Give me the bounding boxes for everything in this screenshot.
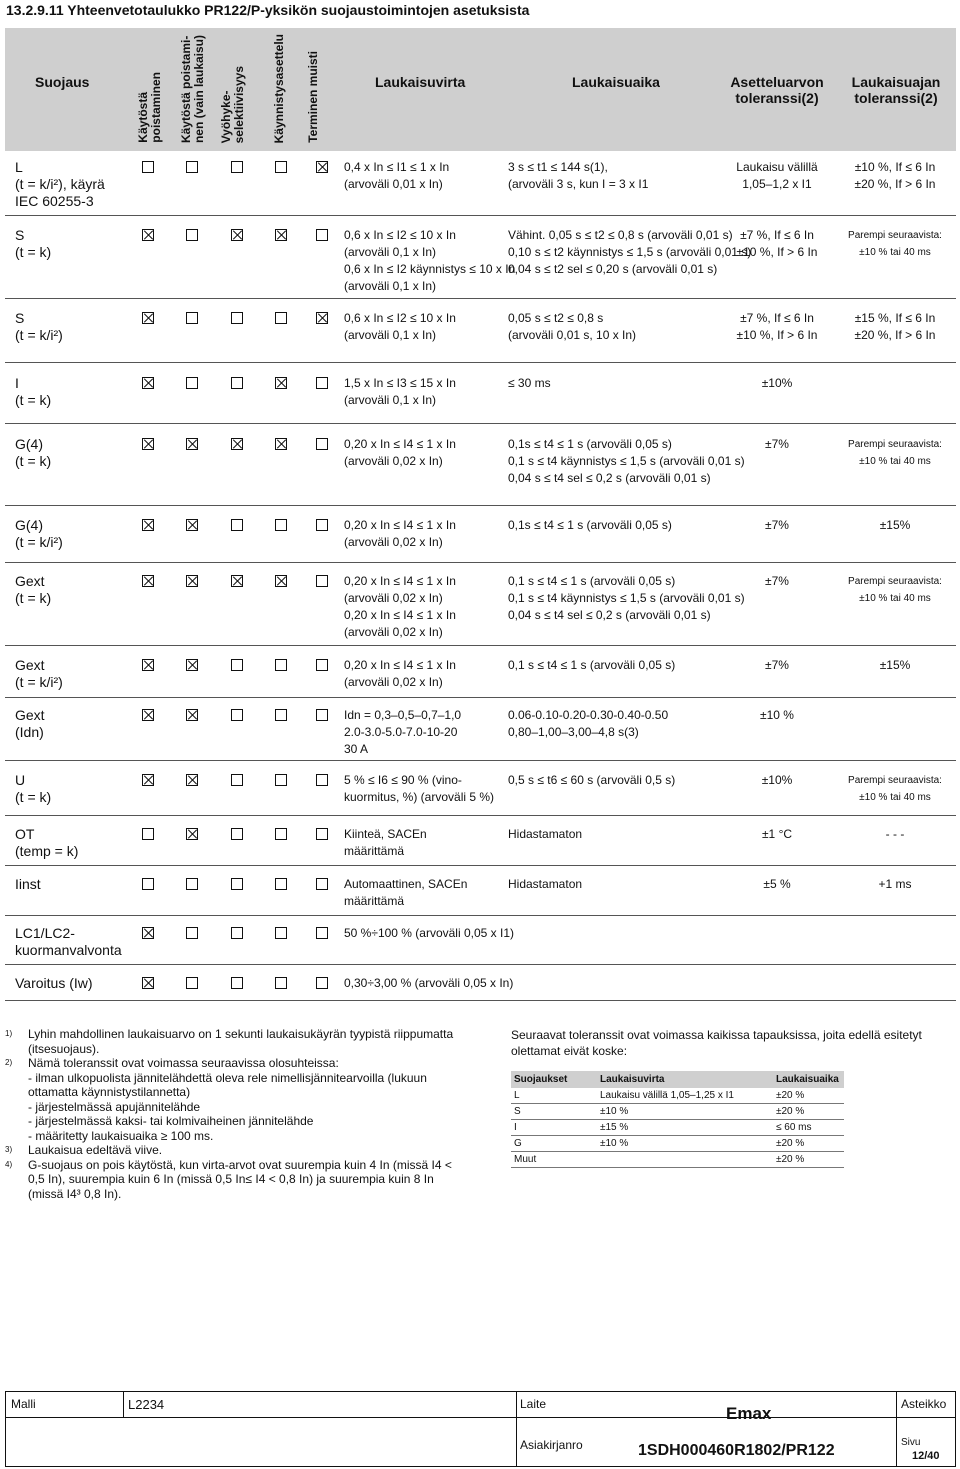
empty-box-icon <box>275 709 287 721</box>
sivu-label: Sivu <box>901 1437 921 1448</box>
checked-box-icon <box>186 519 198 531</box>
setting-tolerance: ±7% <box>765 437 789 451</box>
tol-row <box>511 1120 844 1136</box>
empty-box-icon <box>186 377 198 389</box>
checked-box-icon <box>186 774 198 786</box>
tol-cell: G <box>511 1136 597 1152</box>
header-laukaisuaika: Laukaisuaika <box>572 74 660 90</box>
empty-box-icon <box>275 977 287 989</box>
empty-box-icon <box>275 878 287 890</box>
trip-time: 0,1s ≤ t4 ≤ 1 s (arvoväli 0,05 s) 0,1 s ≤ t4 käynnistys ≤ 1,5 s (arvoväli 0,01 s) 0,04 s ≤ t4 sel ≤ 0,2 s (arvoväli 0,01 s) <box>508 437 745 485</box>
checked-box-icon <box>186 659 198 671</box>
empty-box-icon <box>231 774 243 786</box>
footnote-text: Lyhin mahdollinen laukaisuarvo on 1 sekunti laukaisukäyrän tyypistä riippumatta (itsesuojaus). <box>28 1027 454 1056</box>
empty-box-icon <box>275 828 287 840</box>
footnote-mark: 3) <box>5 1145 13 1154</box>
empty-box-icon <box>142 161 154 173</box>
row-divider <box>5 562 956 563</box>
asiakirjanro-value: 1SDH000460R1802/PR122 <box>638 1442 835 1459</box>
header-kaynnistysasettelu: Käynnistysasettelu <box>272 33 286 143</box>
title-block <box>5 1391 956 1467</box>
row-divider <box>5 815 956 816</box>
checked-box-icon <box>142 312 154 324</box>
setting-tolerance: ±10 % <box>760 708 794 722</box>
row-divider <box>5 760 956 761</box>
trip-current: 0,20 x In ≤ I4 ≤ 1 x In (arvoväli 0,02 x In) <box>344 437 456 468</box>
empty-box-icon <box>186 161 198 173</box>
header-terminen-muisti: Terminen muisti <box>306 51 320 143</box>
empty-box-icon <box>316 927 328 939</box>
trip-time: 0,1s ≤ t4 ≤ 1 s (arvoväli 0,05 s) <box>508 518 672 532</box>
asteikko-label: Asteikko <box>901 1397 947 1411</box>
trip-time-tolerance: ±10 %, If ≤ 6 In ±20 %, If > 6 In <box>854 160 936 191</box>
setting-tolerance: ±1 °C <box>761 827 793 841</box>
trip-time: 3 s ≤ t1 ≤ 144 s(1), (arvoväli 3 s, kun I = 3 x I1 <box>508 160 649 191</box>
trip-current: Automaattinen, SACEn määrittämä <box>344 877 468 908</box>
tol-cell: Laukaisu välillä 1,05–1,25 x I1 <box>597 1088 773 1104</box>
empty-box-icon <box>186 878 198 890</box>
tol-header: Laukaisuvirta <box>597 1071 773 1088</box>
row-divider <box>5 362 956 363</box>
empty-box-icon <box>186 229 198 241</box>
trip-time: Hidastamaton <box>508 827 583 841</box>
empty-box-icon <box>231 659 243 671</box>
trip-current: 50 %÷100 % (arvoväli 0,05 x I1) <box>344 926 515 940</box>
setting-tolerance: ±7 %, If ≤ 6 In ±10 %, If > 6 In <box>736 311 818 342</box>
empty-box-icon <box>316 575 328 587</box>
header-kaytosta-poistaminen: Käytöstä poistaminen <box>136 72 163 143</box>
checked-box-icon <box>142 438 154 450</box>
row-divider <box>5 697 956 698</box>
protection-name: Iinst <box>15 876 41 892</box>
trip-current: 0,30÷3,00 % (arvoväli 0,05 x In) <box>344 976 514 990</box>
empty-box-icon <box>275 312 287 324</box>
tol-row <box>511 1136 844 1152</box>
trip-time-tolerance: Parempi seuraavista: ±10 % tai 40 ms <box>848 775 942 803</box>
checked-box-icon <box>275 575 287 587</box>
trip-current: Idn = 0,3–0,5–0,7–1,0 2.0-3.0-5.0-7.0-10-20 30 A <box>344 708 462 756</box>
tolerance-intro: Seuraavat toleranssit ovat voimassa kaikissa tapauksissa, joita edellä esitetyt olettamat eivät koske: <box>511 1028 922 1058</box>
tol-cell: ±20 % <box>773 1136 844 1152</box>
empty-box-icon <box>142 828 154 840</box>
footnote-text: G-suojaus on pois käytöstä, kun virta-arvot ovat suurempia kuin 4 In (missä I4 < 0,5 In), suurempia kuin 6 In (missä 0,5 In≤ I4 < 0,8 In) ja suurempia kuin 8 In (missä I4³ 0,8 In). <box>28 1157 452 1201</box>
protection-name: G(4) (t = k) <box>15 436 52 469</box>
empty-box-icon <box>316 519 328 531</box>
protection-name: S (t = k/i²) <box>15 310 63 343</box>
footnote <box>5 1056 465 1143</box>
empty-box-icon <box>316 229 328 241</box>
checked-box-icon <box>275 229 287 241</box>
setting-tolerance: ±10% <box>761 773 793 787</box>
checked-box-icon <box>316 312 328 324</box>
tol-row <box>511 1104 844 1120</box>
row-divider <box>5 964 956 965</box>
empty-box-icon <box>316 709 328 721</box>
header-vyohykeselektiivisyys: Vyöhyke- selektiivisyys <box>219 65 246 143</box>
asiakirjanro-label: Asiakirjanro <box>520 1438 583 1452</box>
footnote-mark: 1) <box>5 1029 13 1038</box>
malli-label: Malli <box>11 1397 36 1411</box>
tol-cell: ±15 % <box>597 1120 773 1136</box>
checked-box-icon <box>142 575 154 587</box>
trip-current: 0,4 x In ≤ I1 ≤ 1 x In (arvoväli 0,01 x In) <box>344 160 450 191</box>
empty-box-icon <box>275 927 287 939</box>
checked-box-icon <box>142 774 154 786</box>
setting-tolerance: ±7% <box>765 574 789 588</box>
tol-cell <box>597 1152 773 1168</box>
checked-box-icon <box>231 229 243 241</box>
empty-box-icon <box>231 878 243 890</box>
checked-box-icon <box>186 828 198 840</box>
trip-time-tolerance: Parempi seuraavista: ±10 % tai 40 ms <box>848 230 942 258</box>
row-divider <box>5 865 956 866</box>
checked-box-icon <box>142 927 154 939</box>
footnote-mark: 4) <box>5 1159 13 1169</box>
footnotes <box>5 1027 465 1201</box>
tol-row <box>511 1088 844 1104</box>
footnote-text: Laukaisua edeltävä viive. <box>28 1143 163 1157</box>
empty-box-icon <box>316 878 328 890</box>
checked-box-icon <box>186 709 198 721</box>
empty-box-icon <box>186 312 198 324</box>
protection-name: L (t = k/i²), käyrä IEC 60255-3 <box>15 159 105 209</box>
trip-current: Kiinteä, SACEn määrittämä <box>344 827 427 858</box>
trip-current: 5 % ≤ I6 ≤ 90 % (vino- kuormitus, %) (arvoväli 5 %) <box>344 773 495 804</box>
empty-box-icon <box>231 709 243 721</box>
row-divider <box>5 645 956 646</box>
tol-header: Laukaisuaika <box>773 1071 844 1088</box>
protection-name: Gext (t = k) <box>15 573 52 606</box>
setting-tolerance: ±7 %, If ≤ 6 In ±10 %, If > 6 In <box>736 228 818 259</box>
tol-cell: ±20 % <box>773 1088 844 1104</box>
trip-time: 0,5 s ≤ t6 ≤ 60 s (arvoväli 0,5 s) <box>508 773 676 787</box>
trip-time-tolerance: ±15% <box>879 658 911 672</box>
checked-box-icon <box>275 377 287 389</box>
checked-box-icon <box>142 977 154 989</box>
table-header <box>5 28 956 151</box>
trip-current: 0,20 x In ≤ I4 ≤ 1 x In (arvoväli 0,02 x In) <box>344 518 456 549</box>
trip-current: 0,20 x In ≤ I4 ≤ 1 x In (arvoväli 0,02 x In) <box>344 658 456 689</box>
empty-box-icon <box>316 438 328 450</box>
header-asetteluarvon-toleranssi: Asetteluarvon toleranssi(2) <box>730 74 824 106</box>
protection-name: G(4) (t = k/i²) <box>15 517 63 550</box>
setting-tolerance: ±10% <box>761 376 793 390</box>
setting-tolerance: Laukaisu välillä 1,05–1,2 x I1 <box>736 160 818 191</box>
empty-box-icon <box>275 774 287 786</box>
header-kaytosta-poistaminen-vain-laukaisu: Käytöstä poistami- nen (vain laukaisu) <box>179 34 206 143</box>
footnote-mark: 2) <box>5 1058 13 1067</box>
header-laukaisuajan-toleranssi: Laukaisuajan toleranssi(2) <box>851 74 941 106</box>
trip-current: 0,6 x In ≤ I2 ≤ 10 x In (arvoväli 0,1 x In) <box>344 311 456 342</box>
checked-box-icon <box>142 709 154 721</box>
row-divider <box>5 915 956 916</box>
trip-time: ≤ 30 ms <box>508 376 551 390</box>
trip-time-tolerance: Parempi seuraavista: ±10 % tai 40 ms <box>848 439 942 467</box>
tol-cell: I <box>511 1120 597 1136</box>
footnote <box>5 1158 465 1202</box>
sivu-value: 12/40 <box>912 1450 940 1462</box>
empty-box-icon <box>275 161 287 173</box>
protection-name: Gext (Idn) <box>15 707 45 740</box>
trip-current: 0,6 x In ≤ I2 ≤ 10 x In (arvoväli 0,1 x In) 0,6 x In ≤ I2 käynnistys ≤ 10 x In (arvoväli 0,1 x In) <box>344 228 516 293</box>
trip-time-tolerance: +1 ms <box>878 877 912 891</box>
tol-cell: S <box>511 1104 597 1120</box>
checked-box-icon <box>142 659 154 671</box>
trip-time-tolerance: ±15% <box>879 518 911 532</box>
tol-cell: ±10 % <box>597 1136 773 1152</box>
trip-current: 0,20 x In ≤ I4 ≤ 1 x In (arvoväli 0,02 x In) 0,20 x In ≤ I4 ≤ 1 x In (arvoväli 0,02 x In) <box>344 574 456 639</box>
trip-time-tolerance: - - - <box>885 827 905 841</box>
trip-time: 0,05 s ≤ t2 ≤ 0,8 s (arvoväli 0,01 s, 10 x In) <box>508 311 637 342</box>
setting-tolerance: ±7% <box>765 518 789 532</box>
empty-box-icon <box>316 828 328 840</box>
row-divider <box>5 423 956 424</box>
checked-box-icon <box>231 438 243 450</box>
tolerance-table <box>511 1071 844 1168</box>
checked-box-icon <box>231 575 243 587</box>
protection-name: OT (temp = k) <box>15 826 79 859</box>
tol-cell: ≤ 60 ms <box>773 1120 844 1136</box>
trip-time: Vähint. 0,05 s ≤ t2 ≤ 0,8 s (arvoväli 0,01 s) 0,10 s ≤ t2 käynnistys ≤ 1,5 s (arvoväli 0,01 s) 0,04 s ≤ t2 sel ≤ 0,20 s (arvoväli 0,01 s) <box>508 228 752 276</box>
trip-current: 1,5 x In ≤ I3 ≤ 15 x In (arvoväli 0,1 x In) <box>344 376 456 407</box>
empty-box-icon <box>316 377 328 389</box>
empty-box-icon <box>231 161 243 173</box>
row-divider <box>5 1000 956 1001</box>
tol-cell: Muut <box>511 1152 597 1168</box>
empty-box-icon <box>186 927 198 939</box>
empty-box-icon <box>231 312 243 324</box>
empty-box-icon <box>231 828 243 840</box>
tol-row <box>511 1152 844 1168</box>
trip-time: 0,1 s ≤ t4 ≤ 1 s (arvoväli 0,05 s) <box>508 658 676 672</box>
tol-cell: ±20 % <box>773 1104 844 1120</box>
laite-label: Laite <box>520 1397 547 1411</box>
trip-time: Hidastamaton <box>508 877 583 891</box>
checked-box-icon <box>275 438 287 450</box>
setting-tolerance: ±5 % <box>763 877 791 891</box>
row-divider <box>5 505 956 506</box>
page-heading: 13.2.9.11 Yhteenvetotaulukko PR122/P-yksikön suojaustoimintojen asetuksista <box>6 2 530 18</box>
protection-name: U (t = k) <box>15 772 52 805</box>
trip-time: 0,1 s ≤ t4 ≤ 1 s (arvoväli 0,05 s) 0,1 s ≤ t4 käynnistys ≤ 1,5 s (arvoväli 0,01 s) 0,04 s ≤ t4 sel ≤ 0,2 s (arvoväli 0,01 s) <box>508 574 745 622</box>
checked-box-icon <box>186 575 198 587</box>
checked-box-icon <box>142 377 154 389</box>
tol-cell: L <box>511 1088 597 1104</box>
header-suojaus: Suojaus <box>35 74 90 90</box>
footnote-text: Nämä toleranssit ovat voimassa seuraavissa olosuhteissa: - ilman ulkopuolista jännitelähdettä oleva rele nimellisjännitearvoilla (lukuun ottamatta käynnistystilannetta) - järjestelmässä apujännitelähde - järjestelmässä kaksi- tai kolmivaiheinen jännitelähde - määritetty laukaisuaika ≥ 100 ms. <box>28 1056 427 1143</box>
tol-header: Suojaukset <box>511 1071 597 1088</box>
protection-name: LC1/LC2- kuormanvalvonta <box>15 925 122 958</box>
malli-value: L2234 <box>128 1397 165 1412</box>
checked-box-icon <box>316 161 328 173</box>
empty-box-icon <box>231 377 243 389</box>
protection-name: Gext (t = k/i²) <box>15 657 63 690</box>
footnote <box>5 1027 465 1056</box>
empty-box-icon <box>275 519 287 531</box>
trip-time-tolerance: ±15 %, If ≤ 6 In ±20 %, If > 6 In <box>854 311 936 342</box>
empty-box-icon <box>186 977 198 989</box>
protection-name: Varoitus (Iw) <box>15 975 93 991</box>
empty-box-icon <box>316 659 328 671</box>
empty-box-icon <box>231 519 243 531</box>
empty-box-icon <box>275 659 287 671</box>
checked-box-icon <box>142 229 154 241</box>
trip-time: 0.06-0.10-0.20-0.30-0.40-0.50 0,80–1,00–3,00–4,8 s(3) <box>508 708 669 739</box>
empty-box-icon <box>316 977 328 989</box>
empty-box-icon <box>231 927 243 939</box>
empty-box-icon <box>231 977 243 989</box>
row-divider <box>5 298 956 299</box>
tol-cell: ±10 % <box>597 1104 773 1120</box>
empty-box-icon <box>316 774 328 786</box>
checked-box-icon <box>142 519 154 531</box>
empty-box-icon <box>142 878 154 890</box>
header-laukaisuvirta: Laukaisuvirta <box>375 74 466 90</box>
setting-tolerance: ±7% <box>765 658 789 672</box>
protection-name: I (t = k) <box>15 375 52 408</box>
footnote <box>5 1143 465 1158</box>
checked-box-icon <box>186 438 198 450</box>
protection-name: S (t = k) <box>15 227 52 260</box>
tol-cell: ±20 % <box>773 1152 844 1168</box>
trip-time-tolerance: Parempi seuraavista: ±10 % tai 40 ms <box>848 576 942 604</box>
laite-value: Emax <box>726 1404 772 1423</box>
row-divider <box>5 215 956 216</box>
